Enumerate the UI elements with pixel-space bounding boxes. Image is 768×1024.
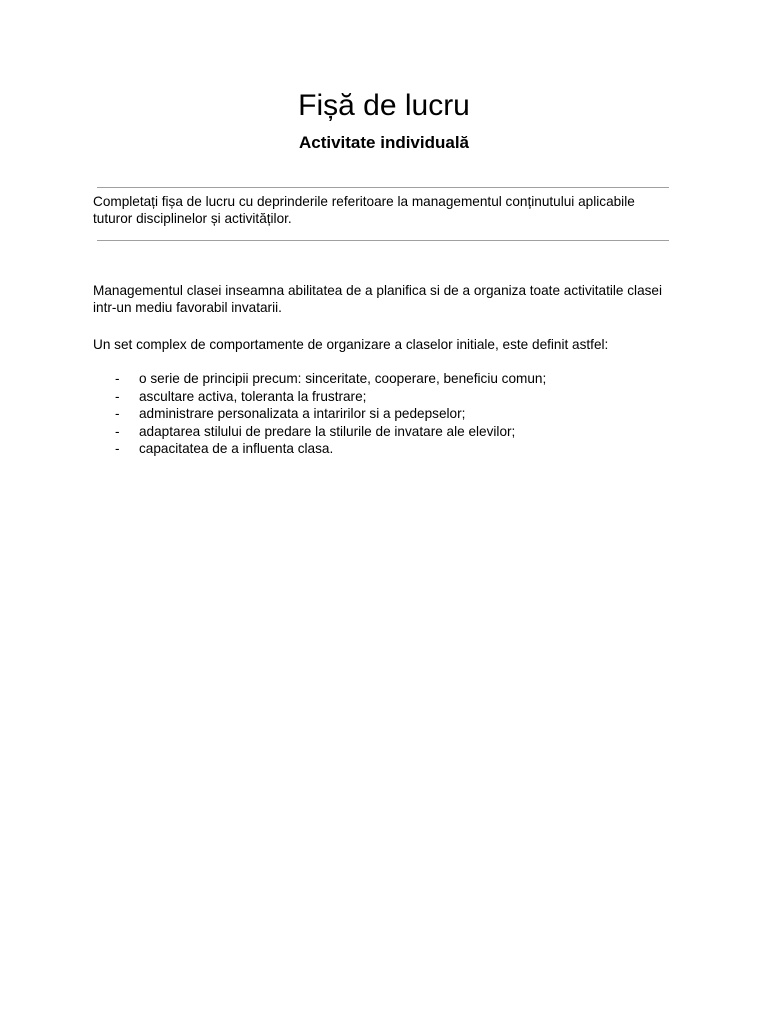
list-item-text: capacitatea de a influenta clasa. — [139, 441, 334, 456]
list-item — [93, 370, 673, 388]
divider-top — [97, 187, 669, 188]
list-item — [93, 388, 673, 406]
list-marker: - — [115, 388, 120, 404]
list-marker: - — [115, 441, 120, 456]
page-subtitle: Activitate individuală — [298, 133, 470, 152]
list-marker: - — [115, 423, 120, 439]
list-item — [93, 423, 673, 441]
list-item-text: adaptarea stilului de predare la stilurile de invatare ale elevilor; — [139, 423, 516, 439]
paragraph-intro-list: Un set complex de comportamente de organizare a claselor initiale, este definit astfel: — [93, 337, 609, 352]
list-item-text: ascultare activa, toleranta la frustrare; — [139, 388, 367, 404]
list-item-text: o serie de principii precum: sinceritate, cooperare, beneficiu comun; — [139, 371, 547, 386]
behaviors-list — [93, 370, 673, 458]
list-item-text: administrare personalizata a intaririlor si a pedepselor; — [139, 406, 466, 421]
list-marker: - — [115, 406, 120, 421]
paragraph-definition: Managementul clasei inseamna abilitatea de a planifica si de a organiza toate activitatile clasei intr-un mediu favorabil invatarii. — [93, 283, 663, 315]
page-title: Fișă de lucru — [298, 89, 470, 122]
list-marker: - — [115, 371, 120, 386]
divider-bottom — [97, 240, 669, 241]
list-item — [93, 440, 673, 458]
list-item — [93, 405, 673, 423]
instruction-text: Completați fișa de lucru cu deprinderile referitoare la managementul conținutului aplicabile tuturor disciplinelor și activităților. — [93, 194, 635, 226]
